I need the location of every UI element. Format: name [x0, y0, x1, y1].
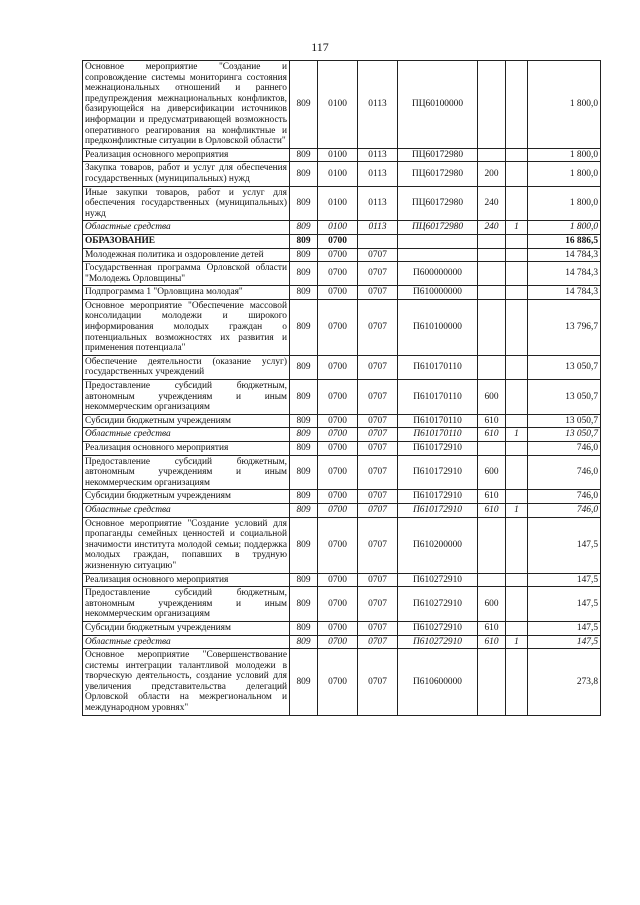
cell-amount: 1 800,0 [528, 148, 601, 162]
cell-subsection-code: 0707 [358, 286, 398, 300]
cell-target-item-code: П610272910 [398, 587, 478, 622]
cell-name: Обеспечение деятельности (оказание услуг) государственных учреждений [83, 355, 290, 379]
table-row [83, 587, 601, 622]
cell-amount: 13 050,7 [528, 428, 601, 442]
cell-funding-source [506, 248, 528, 262]
cell-subsection-code: 0113 [358, 148, 398, 162]
cell-section-code: 0700 [318, 428, 358, 442]
cell-amount: 147,5 [528, 573, 601, 587]
cell-department-code: 809 [290, 442, 318, 456]
cell-funding-source [506, 414, 528, 428]
cell-name: Молодежная политика и оздоровление детей [83, 248, 290, 262]
cell-name: Субсидии бюджетным учреждениям [83, 621, 290, 635]
cell-amount: 746,0 [528, 442, 601, 456]
cell-section-code: 0700 [318, 355, 358, 379]
table-row [83, 573, 601, 587]
cell-target-item-code: П610600000 [398, 649, 478, 716]
cell-subsection-code: 0707 [358, 355, 398, 379]
cell-section-code: 0100 [318, 61, 358, 149]
cell-expense-type-code: 240 [478, 221, 506, 235]
cell-department-code: 809 [290, 428, 318, 442]
cell-amount: 14 784,3 [528, 262, 601, 286]
cell-section-code: 0700 [318, 649, 358, 716]
cell-department-code: 809 [290, 355, 318, 379]
cell-funding-source [506, 517, 528, 573]
cell-department-code: 809 [290, 299, 318, 355]
cell-section-code: 0700 [318, 248, 358, 262]
cell-subsection-code: 0707 [358, 442, 398, 456]
cell-amount: 273,8 [528, 649, 601, 716]
cell-funding-source [506, 380, 528, 415]
cell-funding-source [506, 490, 528, 504]
cell-target-item-code: П610170110 [398, 414, 478, 428]
cell-funding-source [506, 649, 528, 716]
cell-expense-type-code [478, 286, 506, 300]
table-row [83, 61, 601, 149]
cell-expense-type-code [478, 61, 506, 149]
cell-department-code: 809 [290, 573, 318, 587]
cell-department-code: 809 [290, 380, 318, 415]
cell-amount: 13 796,7 [528, 299, 601, 355]
cell-expense-type-code: 200 [478, 162, 506, 186]
cell-section-code: 0700 [318, 286, 358, 300]
table-row [83, 517, 601, 573]
cell-name: Областные средства [83, 221, 290, 235]
cell-section-code: 0700 [318, 503, 358, 517]
cell-target-item-code: П610200000 [398, 517, 478, 573]
cell-subsection-code: 0707 [358, 414, 398, 428]
cell-amount: 13 050,7 [528, 380, 601, 415]
cell-section-code: 0700 [318, 635, 358, 649]
cell-subsection-code: 0707 [358, 517, 398, 573]
cell-name: Основное мероприятие "Создание условий для пропаганды семейных ценностей и социальной значимости института молодой семьи; поддержка молодых граждан, попавших в трудную жизненную ситуацию" [83, 517, 290, 573]
budget-table [82, 60, 601, 716]
cell-subsection-code: 0113 [358, 162, 398, 186]
cell-department-code: 809 [290, 162, 318, 186]
cell-target-item-code: П610172910 [398, 442, 478, 456]
cell-name: Основное мероприятие "Обеспечение массовой консолидации молодежи и широкого информирования молодых граждан о потенциальных возможностях их развития и применения потенциала" [83, 299, 290, 355]
cell-section-code: 0700 [318, 573, 358, 587]
cell-target-item-code: П610170110 [398, 355, 478, 379]
table-row [83, 635, 601, 649]
cell-name: Реализация основного мероприятия [83, 573, 290, 587]
cell-funding-source [506, 186, 528, 221]
cell-name: Областные средства [83, 503, 290, 517]
cell-funding-source [506, 61, 528, 149]
cell-amount: 147,5 [528, 621, 601, 635]
cell-subsection-code: 0707 [358, 262, 398, 286]
cell-subsection-code: 0707 [358, 635, 398, 649]
cell-section-code: 0100 [318, 162, 358, 186]
cell-target-item-code [398, 234, 478, 248]
cell-name: Реализация основного мероприятия [83, 148, 290, 162]
cell-section-code: 0700 [318, 380, 358, 415]
cell-funding-source [506, 355, 528, 379]
cell-target-item-code: ПЦ60172980 [398, 162, 478, 186]
cell-section-code: 0700 [318, 299, 358, 355]
cell-amount: 1 800,0 [528, 186, 601, 221]
cell-amount: 14 784,3 [528, 286, 601, 300]
table-row [83, 234, 601, 248]
cell-expense-type-code: 610 [478, 635, 506, 649]
cell-target-item-code: П610000000 [398, 286, 478, 300]
cell-target-item-code: ПЦ60172980 [398, 186, 478, 221]
table-row [83, 455, 601, 490]
cell-department-code: 809 [290, 490, 318, 504]
cell-section-code: 0700 [318, 414, 358, 428]
cell-section-code: 0700 [318, 517, 358, 573]
table-row [83, 503, 601, 517]
cell-department-code: 809 [290, 455, 318, 490]
cell-name: Предоставление субсидий бюджетным, автономным учреждениям и иным некоммерческим организациям [83, 587, 290, 622]
cell-expense-type-code: 610 [478, 414, 506, 428]
cell-subsection-code: 0113 [358, 186, 398, 221]
cell-subsection-code: 0707 [358, 649, 398, 716]
cell-amount: 13 050,7 [528, 355, 601, 379]
table-row [83, 649, 601, 716]
cell-amount: 1 800,0 [528, 61, 601, 149]
cell-expense-type-code [478, 299, 506, 355]
cell-target-item-code: ПЦ60100000 [398, 61, 478, 149]
cell-funding-source: 1 [506, 503, 528, 517]
cell-target-item-code: П610170110 [398, 380, 478, 415]
table-row [83, 621, 601, 635]
cell-name: Реализация основного мероприятия [83, 442, 290, 456]
cell-subsection-code: 0707 [358, 380, 398, 415]
cell-expense-type-code [478, 262, 506, 286]
table-row [83, 186, 601, 221]
table-row [83, 162, 601, 186]
cell-funding-source: 1 [506, 635, 528, 649]
cell-target-item-code: П600000000 [398, 262, 478, 286]
cell-expense-type-code [478, 573, 506, 587]
table-row [83, 355, 601, 379]
budget-table-body [83, 61, 601, 716]
cell-department-code: 809 [290, 649, 318, 716]
cell-department-code: 809 [290, 503, 318, 517]
cell-department-code: 809 [290, 587, 318, 622]
cell-section-code: 0100 [318, 186, 358, 221]
cell-amount: 746,0 [528, 455, 601, 490]
table-row [83, 286, 601, 300]
cell-funding-source [506, 621, 528, 635]
cell-expense-type-code: 240 [478, 186, 506, 221]
cell-department-code: 809 [290, 234, 318, 248]
cell-name: Предоставление субсидий бюджетным, автономным учреждениям и иным некоммерческим организациям [83, 455, 290, 490]
page-number: 117 [311, 40, 329, 54]
cell-funding-source [506, 442, 528, 456]
cell-name: Закупка товаров, работ и услуг для обеспечения государственных (муниципальных) нужд [83, 162, 290, 186]
cell-name: Областные средства [83, 635, 290, 649]
cell-subsection-code: 0707 [358, 455, 398, 490]
cell-name: Субсидии бюджетным учреждениям [83, 414, 290, 428]
cell-amount: 13 050,7 [528, 414, 601, 428]
cell-department-code: 809 [290, 262, 318, 286]
cell-funding-source: 1 [506, 428, 528, 442]
cell-target-item-code: ПЦ60172980 [398, 221, 478, 235]
cell-name: Государственная программа Орловской области "Молодежь Орловщины" [83, 262, 290, 286]
cell-subsection-code: 0707 [358, 503, 398, 517]
cell-subsection-code [358, 234, 398, 248]
table-row [83, 221, 601, 235]
cell-expense-type-code: 610 [478, 490, 506, 504]
cell-amount: 14 784,3 [528, 248, 601, 262]
cell-department-code: 809 [290, 621, 318, 635]
cell-funding-source [506, 162, 528, 186]
cell-funding-source [506, 148, 528, 162]
cell-department-code: 809 [290, 186, 318, 221]
cell-section-code: 0700 [318, 587, 358, 622]
table-row [83, 148, 601, 162]
cell-department-code: 809 [290, 517, 318, 573]
cell-subsection-code: 0707 [358, 428, 398, 442]
cell-target-item-code: П610172910 [398, 455, 478, 490]
cell-name: Областные средства [83, 428, 290, 442]
cell-department-code: 809 [290, 61, 318, 149]
cell-target-item-code: ПЦ60172980 [398, 148, 478, 162]
cell-amount: 1 800,0 [528, 221, 601, 235]
cell-expense-type-code [478, 442, 506, 456]
cell-section-code: 0700 [318, 621, 358, 635]
cell-subsection-code: 0707 [358, 587, 398, 622]
cell-name: Предоставление субсидий бюджетным, автономным учреждениям и иным некоммерческим организациям [83, 380, 290, 415]
table-row [83, 262, 601, 286]
cell-target-item-code: П610170110 [398, 428, 478, 442]
cell-expense-type-code: 600 [478, 380, 506, 415]
cell-amount: 746,0 [528, 490, 601, 504]
cell-section-code: 0700 [318, 490, 358, 504]
cell-department-code: 809 [290, 248, 318, 262]
cell-department-code: 809 [290, 221, 318, 235]
cell-target-item-code: П610272910 [398, 635, 478, 649]
cell-target-item-code: П610172910 [398, 490, 478, 504]
cell-department-code: 809 [290, 148, 318, 162]
cell-expense-type-code [478, 649, 506, 716]
cell-funding-source [506, 573, 528, 587]
table-row [83, 248, 601, 262]
cell-subsection-code: 0707 [358, 299, 398, 355]
cell-target-item-code: П610272910 [398, 621, 478, 635]
cell-funding-source [506, 234, 528, 248]
cell-department-code: 809 [290, 635, 318, 649]
table-row [83, 380, 601, 415]
cell-name: Подпрограмма 1 "Орловщина молодая" [83, 286, 290, 300]
cell-target-item-code: П610272910 [398, 573, 478, 587]
cell-name: Основное мероприятие "Создание и сопровождение системы мониторинга состояния межнациональных отношений и раннего предупреждения межнациональных конфликтов, базирующейся на диверсификации источников информации и предусматривающей возможность оперативного реагирования на конфликтные и предконфликтные ситуации в Орловской области" [83, 61, 290, 149]
cell-expense-type-code: 610 [478, 621, 506, 635]
cell-expense-type-code [478, 517, 506, 573]
cell-funding-source [506, 587, 528, 622]
cell-funding-source [506, 299, 528, 355]
cell-amount: 147,5 [528, 517, 601, 573]
cell-expense-type-code [478, 234, 506, 248]
cell-amount: 1 800,0 [528, 162, 601, 186]
cell-section-code: 0100 [318, 221, 358, 235]
table-row [83, 428, 601, 442]
cell-section-code: 0700 [318, 442, 358, 456]
cell-section-code: 0700 [318, 234, 358, 248]
cell-funding-source: 1 [506, 221, 528, 235]
cell-expense-type-code [478, 148, 506, 162]
cell-department-code: 809 [290, 286, 318, 300]
cell-subsection-code: 0113 [358, 61, 398, 149]
cell-amount: 746,0 [528, 503, 601, 517]
cell-expense-type-code [478, 355, 506, 379]
table-row [83, 490, 601, 504]
cell-funding-source [506, 455, 528, 490]
cell-subsection-code: 0707 [358, 621, 398, 635]
cell-name: Субсидии бюджетным учреждениям [83, 490, 290, 504]
cell-expense-type-code: 600 [478, 455, 506, 490]
cell-amount: 16 886,5 [528, 234, 601, 248]
cell-expense-type-code [478, 248, 506, 262]
cell-amount: 147,5 [528, 635, 601, 649]
cell-name: Основное мероприятие "Совершенствование системы интеграции талантливой молодежи в творческую деятельность, создание условий для увеличения представительства делегаций Орловской области на межрегиональном и международном уровнях" [83, 649, 290, 716]
cell-subsection-code: 0113 [358, 221, 398, 235]
cell-funding-source [506, 262, 528, 286]
cell-section-code: 0700 [318, 262, 358, 286]
cell-amount: 147,5 [528, 587, 601, 622]
cell-subsection-code: 0707 [358, 573, 398, 587]
cell-target-item-code [398, 248, 478, 262]
table-row [83, 442, 601, 456]
cell-subsection-code: 0707 [358, 490, 398, 504]
cell-expense-type-code: 610 [478, 503, 506, 517]
cell-section-code: 0700 [318, 455, 358, 490]
cell-name: ОБРАЗОВАНИЕ [83, 234, 290, 248]
cell-target-item-code: П610172910 [398, 503, 478, 517]
table-row [83, 414, 601, 428]
cell-target-item-code: П610100000 [398, 299, 478, 355]
table-row [83, 299, 601, 355]
cell-subsection-code: 0707 [358, 248, 398, 262]
cell-department-code: 809 [290, 414, 318, 428]
cell-expense-type-code: 610 [478, 428, 506, 442]
cell-expense-type-code: 600 [478, 587, 506, 622]
cell-section-code: 0100 [318, 148, 358, 162]
cell-name: Иные закупки товаров, работ и услуг для обеспечения государственных (муниципальных) нужд [83, 186, 290, 221]
cell-funding-source [506, 286, 528, 300]
